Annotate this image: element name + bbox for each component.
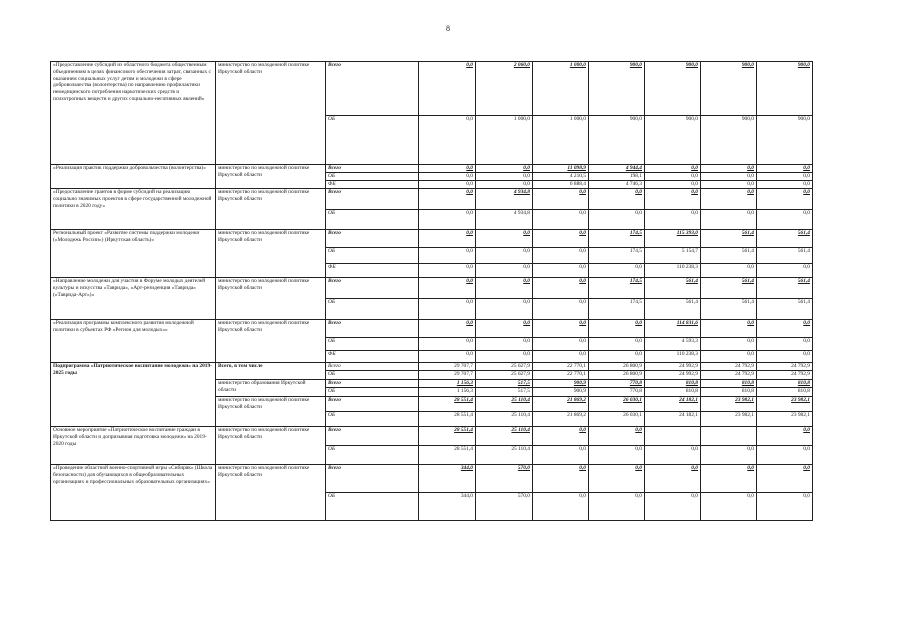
amount-cell: 0,0 <box>701 351 757 363</box>
amount-cell: 0,0 <box>419 351 476 363</box>
amount-cell: 0,0 <box>757 338 813 351</box>
amount-cell: 0,0 <box>701 181 757 189</box>
amount-cell: 2 060,0 <box>476 62 533 116</box>
amount-cell: 0,0 <box>589 338 645 351</box>
amount-cell: 23 982,1 <box>701 412 757 427</box>
table-row <box>51 62 813 116</box>
amount-cell: 0,0 <box>476 181 533 189</box>
amount-cell: 29 707,7 <box>419 363 476 371</box>
amount-cell: 24 182,1 <box>645 397 701 412</box>
amount-cell: 28 551,4 <box>419 427 476 446</box>
funding-source: ОБ <box>326 371 419 380</box>
amount-cell: 1 156,3 <box>419 380 476 388</box>
amount-cell: 0,0 <box>419 189 476 210</box>
funding-source: Всего <box>326 62 419 116</box>
amount-cell: 770,8 <box>589 388 645 397</box>
amount-cell: 25 110,4 <box>476 446 533 465</box>
amount-cell: 900,0 <box>701 62 757 116</box>
executor-cell: министерство по молодежной политике Иркутской области <box>216 465 326 521</box>
amount-cell: 0,0 <box>589 189 645 210</box>
activity-description: «Проведение областной военно-спортивной игры «Сибиряк» (Школа безопасности) для обучающихся в общеобразовательных организациях и профессиональных образовательных организациях» <box>51 465 216 521</box>
amount-cell: 0,0 <box>757 181 813 189</box>
amount-cell: 0,0 <box>419 181 476 189</box>
amount-cell: 561,4 <box>757 278 813 299</box>
amount-cell: 24 792,9 <box>701 371 757 380</box>
table-row <box>51 363 813 371</box>
amount-cell: 0,0 <box>589 465 645 493</box>
amount-cell: 0,0 <box>533 493 589 521</box>
funding-source: ФБ <box>326 264 419 278</box>
amount-cell: 23 982,1 <box>757 412 813 427</box>
amount-cell: 561,4 <box>645 299 701 320</box>
amount-cell: 810,8 <box>645 388 701 397</box>
amount-cell: 0,0 <box>419 210 476 230</box>
amount-cell: 115 393,0 <box>645 230 701 248</box>
amount-cell: 561,4 <box>757 248 813 264</box>
amount-cell: 900,0 <box>701 116 757 165</box>
amount-cell: 0,0 <box>476 320 533 338</box>
executor-cell: министерство по молодежной политике Иркутской области <box>216 62 326 165</box>
amount-cell: 517,5 <box>476 388 533 397</box>
amount-cell: 0,0 <box>757 165 813 173</box>
amount-cell: 770,8 <box>589 380 645 388</box>
amount-cell: 0,0 <box>419 278 476 299</box>
amount-cell: 0,0 <box>533 210 589 230</box>
table-row <box>51 230 813 248</box>
executor-cell: Всего, в том числе <box>216 363 326 380</box>
amount-cell: 25 110,4 <box>476 397 533 412</box>
amount-cell: 4 944,4 <box>589 165 645 173</box>
amount-cell: 25 627,9 <box>476 371 533 380</box>
amount-cell: 0,0 <box>419 165 476 173</box>
executor-cell: министерство образования Иркутской области <box>216 380 326 397</box>
executor-cell: министерство по молодежной политике Иркутской области <box>216 165 326 189</box>
table-row <box>51 165 813 173</box>
amount-cell: 0,0 <box>533 189 589 210</box>
activity-description: Подпрограмма «Патриотическое воспитание молодежи» на 2019-2025 годы <box>51 363 216 427</box>
funding-source: Всего <box>326 427 419 446</box>
funding-source: Всего <box>326 230 419 248</box>
activity-description: Региональный проект «Развитие системы поддержки молодежи («Молодежь России») (Иркутская область)» <box>51 230 216 278</box>
amount-cell: 0,0 <box>476 338 533 351</box>
amount-cell: 24 792,9 <box>757 363 813 371</box>
amount-cell: 0,0 <box>589 427 645 446</box>
amount-cell: 0,0 <box>533 278 589 299</box>
activity-description: «Предоставление грантов в форме субсидий на реализацию социально значимых проектов в сфере государственной молодежной политики в 2020 году» <box>51 189 216 230</box>
amount-cell: 0,0 <box>419 320 476 338</box>
funding-source: Всего <box>326 465 419 493</box>
amount-cell: 4 934,8 <box>476 210 533 230</box>
amount-cell: 174,5 <box>589 248 645 264</box>
amount-cell: 24 992,9 <box>645 363 701 371</box>
amount-cell: 810,8 <box>757 388 813 397</box>
amount-cell: 24 992,9 <box>645 371 701 380</box>
funding-source: ФБ <box>326 351 419 363</box>
amount-cell: 110 238,3 <box>645 264 701 278</box>
amount-cell: 900,0 <box>645 116 701 165</box>
amount-cell: 900,0 <box>757 116 813 165</box>
table-row <box>51 278 813 299</box>
amount-cell: 28 551,4 <box>419 412 476 427</box>
amount-cell: 900,0 <box>645 62 701 116</box>
amount-cell: 23 982,1 <box>701 397 757 412</box>
amount-cell <box>701 427 757 446</box>
amount-cell: 561,4 <box>757 230 813 248</box>
funding-source: Всего <box>326 397 419 412</box>
amount-cell: 4 746,3 <box>589 181 645 189</box>
amount-cell: 0,0 <box>701 173 757 181</box>
amount-cell: 174,5 <box>589 299 645 320</box>
amount-cell: 110 238,3 <box>645 351 701 363</box>
amount-cell: 0,0 <box>757 320 813 338</box>
amount-cell: 0,0 <box>757 189 813 210</box>
funding-source: ОБ <box>326 173 419 181</box>
amount-cell: 25 110,4 <box>476 412 533 427</box>
amount-cell: 29 707,7 <box>419 371 476 380</box>
amount-cell: 174,5 <box>589 278 645 299</box>
amount-cell: 1 000,0 <box>533 116 589 165</box>
amount-cell: 0,0 <box>533 338 589 351</box>
amount-cell: 0,0 <box>645 181 701 189</box>
amount-cell: 0,0 <box>645 173 701 181</box>
activity-description: «Реализация программы комплексного развития молодежной политики в субъектах РФ «Регион для молодых»» <box>51 320 216 363</box>
executor-cell: министерство по молодежной политике Иркутской области <box>216 278 326 320</box>
amount-cell: 0,0 <box>476 248 533 264</box>
amount-cell: 0,0 <box>589 351 645 363</box>
activity-description: «Реализация практик поддержки добровольчества (волонтерства)» <box>51 165 216 189</box>
amount-cell: 0,0 <box>757 493 813 521</box>
amount-cell: 0,0 <box>701 320 757 338</box>
funding-source: ФБ <box>326 181 419 189</box>
executor-cell: министерство по молодежной политике Иркутской области <box>216 427 326 465</box>
amount-cell: 0,0 <box>757 446 813 465</box>
amount-cell: 114 831,6 <box>645 320 701 338</box>
amount-cell: 28 551,4 <box>419 397 476 412</box>
amount-cell: 24 182,1 <box>645 412 701 427</box>
amount-cell: 0,0 <box>645 465 701 493</box>
funding-source: Всего <box>326 363 419 371</box>
amount-cell: 0,0 <box>476 230 533 248</box>
funding-source: ОБ <box>326 116 419 165</box>
amount-cell: 28 551,4 <box>419 446 476 465</box>
amount-cell: 0,0 <box>476 351 533 363</box>
amount-cell: 0,0 <box>533 446 589 465</box>
amount-cell: 0,0 <box>701 210 757 230</box>
executor-cell: министерство по молодежной политике Иркутской области <box>216 397 326 427</box>
amount-cell: 0,0 <box>701 189 757 210</box>
amount-cell: 561,4 <box>701 278 757 299</box>
amount-cell: 198,1 <box>589 173 645 181</box>
funding-source: Всего <box>326 189 419 210</box>
amount-cell: 0,0 <box>476 278 533 299</box>
amount-cell: 0,0 <box>701 446 757 465</box>
amount-cell: 25 110,4 <box>476 427 533 446</box>
executor-cell: министерство по молодежной политике Иркутской области <box>216 189 326 230</box>
funding-source: ОБ <box>326 493 419 521</box>
funding-source: Всего <box>326 165 419 173</box>
amount-cell: 561,4 <box>701 248 757 264</box>
funding-source: Всего <box>326 380 419 388</box>
amount-cell: 0,0 <box>476 165 533 173</box>
activity-description: Основное мероприятие «Патриотическое воспитание граждан в Иркутской области и допризывная подготовка молодежи» на 2019-2020 годы <box>51 427 216 465</box>
amount-cell: 900,0 <box>589 116 645 165</box>
table-row <box>51 320 813 338</box>
amount-cell: 26 800,9 <box>589 363 645 371</box>
amount-cell: 0,0 <box>701 264 757 278</box>
amount-cell: 561,4 <box>701 230 757 248</box>
amount-cell: 4 593,3 <box>645 338 701 351</box>
amount-cell: 0,0 <box>589 320 645 338</box>
amount-cell: 0,0 <box>419 116 476 165</box>
amount-cell: 0,0 <box>419 338 476 351</box>
amount-cell: 0,0 <box>419 248 476 264</box>
amount-cell: 0,0 <box>701 493 757 521</box>
amount-cell: 0,0 <box>533 230 589 248</box>
amount-cell: 26 030,1 <box>589 412 645 427</box>
amount-cell: 810,8 <box>757 380 813 388</box>
amount-cell: 25 627,9 <box>476 363 533 371</box>
executor-cell: министерство по молодежной политике Иркутской области <box>216 230 326 278</box>
amount-cell: 21 869,2 <box>533 397 589 412</box>
amount-cell: 6 888,4 <box>533 181 589 189</box>
amount-cell: 0,0 <box>533 248 589 264</box>
amount-cell: 0,0 <box>533 465 589 493</box>
amount-cell: 24 792,9 <box>757 371 813 380</box>
amount-cell: 0,0 <box>757 351 813 363</box>
amount-cell: 517,5 <box>476 380 533 388</box>
amount-cell: 26 800,9 <box>589 371 645 380</box>
amount-cell: 900,0 <box>589 62 645 116</box>
amount-cell: 4 934,8 <box>476 189 533 210</box>
amount-cell: 1 156,3 <box>419 388 476 397</box>
amount-cell: 5 154,7 <box>645 248 701 264</box>
activity-description: «Направление молодежи для участия в Форуме молодых деятелей культуры и искусства «Таврида», «Арт-резиденция «Таврида» («Таврида-Арт»)» <box>51 278 216 320</box>
amount-cell: 0,0 <box>645 210 701 230</box>
table-row <box>51 465 813 493</box>
funding-source: ОБ <box>326 299 419 320</box>
amount-cell: 0,0 <box>533 320 589 338</box>
funding-source: ОБ <box>326 248 419 264</box>
amount-cell: 23 982,1 <box>757 397 813 412</box>
amount-cell: 0,0 <box>589 264 645 278</box>
amount-cell: 0,0 <box>533 351 589 363</box>
amount-cell: 561,4 <box>701 299 757 320</box>
amount-cell: 344,0 <box>419 493 476 521</box>
amount-cell: 900,9 <box>533 388 589 397</box>
amount-cell: 0,0 <box>589 446 645 465</box>
amount-cell: 0,0 <box>757 427 813 446</box>
amount-cell: 0,0 <box>589 493 645 521</box>
amount-cell: 0,0 <box>757 465 813 493</box>
amount-cell: 0,0 <box>701 165 757 173</box>
amount-cell: 22 770,1 <box>533 363 589 371</box>
amount-cell: 0,0 <box>757 264 813 278</box>
page-number: 8 <box>446 24 450 33</box>
amount-cell: 900,0 <box>757 62 813 116</box>
amount-cell: 810,8 <box>701 388 757 397</box>
amount-cell: 26 030,1 <box>589 397 645 412</box>
amount-cell: 0,0 <box>533 299 589 320</box>
amount-cell: 174,5 <box>589 230 645 248</box>
amount-cell: 0,0 <box>645 493 701 521</box>
funding-source: Всего <box>326 278 419 299</box>
amount-cell: 561,4 <box>757 299 813 320</box>
amount-cell: 4 210,5 <box>533 173 589 181</box>
amount-cell: 0,0 <box>419 62 476 116</box>
amount-cell: 1 000,0 <box>476 116 533 165</box>
amount-cell: 11 098,9 <box>533 165 589 173</box>
amount-cell: 0,0 <box>701 338 757 351</box>
executor-cell: министерство по молодежной политике Иркутской области <box>216 320 326 363</box>
amount-cell: 1 000,0 <box>533 62 589 116</box>
amount-cell: 561,4 <box>645 278 701 299</box>
amount-cell: 22 770,1 <box>533 371 589 380</box>
amount-cell: 570,0 <box>476 493 533 521</box>
activity-description: «Предоставление субсидий из областного бюджета общественным объединениям в целях финансового обеспечения затрат, связанных с оказанием социальных услуг детям и молодежи в сфере добровольчества (волонтерства) по направлению профилактики немедицинского потребления наркотических средств и психотропных веществ и других социально-негативных явлений» <box>51 62 216 165</box>
amount-cell <box>645 427 701 446</box>
funding-source: ОБ <box>326 210 419 230</box>
amount-cell: 570,0 <box>476 465 533 493</box>
amount-cell: 810,8 <box>701 380 757 388</box>
funding-source: ОБ <box>326 446 419 465</box>
amount-cell: 0,0 <box>419 264 476 278</box>
budget-table <box>50 61 813 521</box>
amount-cell: 810,8 <box>645 380 701 388</box>
amount-cell: 0,0 <box>533 427 589 446</box>
amount-cell: 344,0 <box>419 465 476 493</box>
funding-source: Всего <box>326 320 419 338</box>
amount-cell: 0,0 <box>476 173 533 181</box>
funding-source: ОБ <box>326 338 419 351</box>
table-row <box>51 189 813 210</box>
amount-cell: 0,0 <box>701 465 757 493</box>
amount-cell: 0,0 <box>419 173 476 181</box>
amount-cell: 0,0 <box>589 210 645 230</box>
amount-cell: 0,0 <box>476 299 533 320</box>
funding-source: ОБ <box>326 412 419 427</box>
amount-cell: 0,0 <box>419 230 476 248</box>
amount-cell: 0,0 <box>476 264 533 278</box>
amount-cell: 0,0 <box>419 299 476 320</box>
amount-cell: 0,0 <box>757 210 813 230</box>
amount-cell: 0,0 <box>645 165 701 173</box>
amount-cell: 0,0 <box>533 264 589 278</box>
funding-source: ОБ <box>326 388 419 397</box>
amount-cell: 21 869,2 <box>533 412 589 427</box>
table-row <box>51 427 813 446</box>
amount-cell: 0,0 <box>645 189 701 210</box>
amount-cell: 24 792,9 <box>701 363 757 371</box>
amount-cell: 0,0 <box>645 446 701 465</box>
amount-cell: 900,9 <box>533 380 589 388</box>
amount-cell: 0,0 <box>757 173 813 181</box>
